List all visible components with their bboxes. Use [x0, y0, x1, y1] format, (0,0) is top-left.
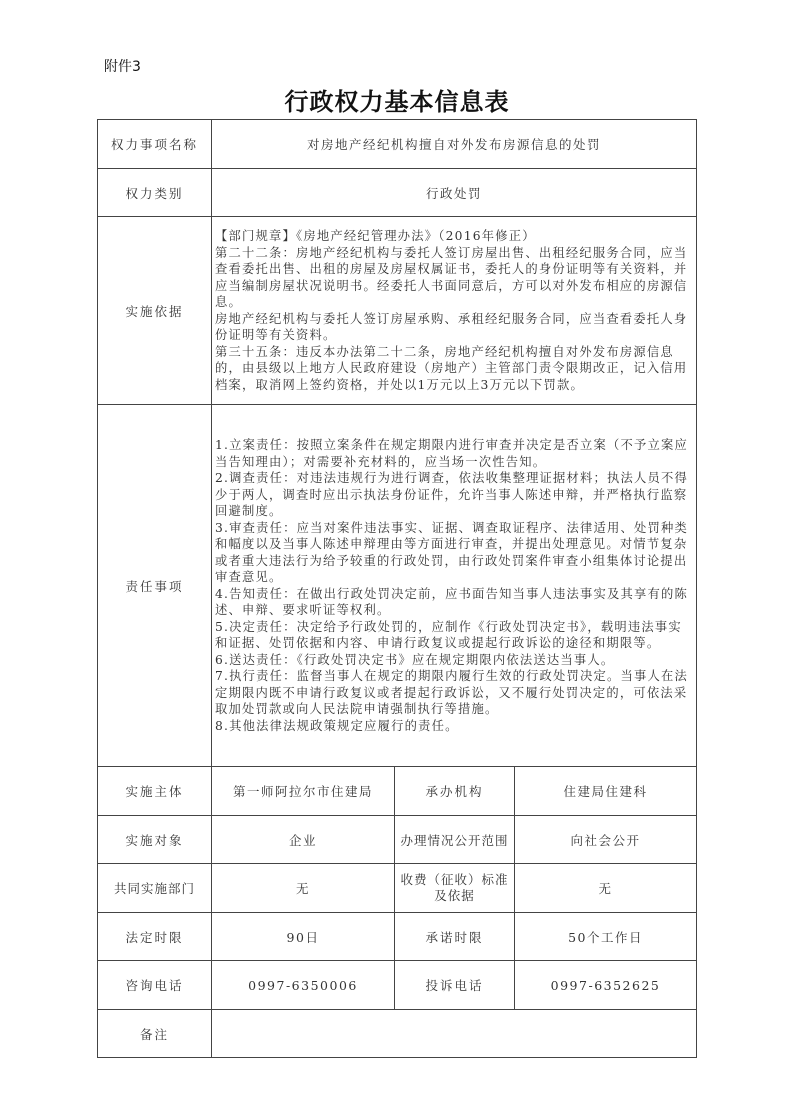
legal-basis-paragraph: 房地产经纪机构与委托人签订房屋承购、承租经纪服务合同，应当查看委托人身份证明等有关资料。: [215, 311, 688, 342]
table-row-joint-dept: [98, 864, 697, 913]
handling-agency-label: 承办机构: [395, 767, 515, 816]
responsibility-item: 1.立案责任：按照立案条件在规定期限内进行审查并决定是否立案（不予立案应当告知理由）；对需要补充材料的，应当场一次性告知。: [215, 438, 689, 469]
statutory-time-limit-label: 法定时限: [98, 913, 212, 961]
table-row-legal-basis: [98, 217, 697, 405]
remarks-value: [212, 1010, 697, 1058]
responsibilities-value: [212, 405, 697, 767]
responsibility-item: 8.其他法律法规政策规定应履行的责任。: [215, 718, 459, 733]
legal-basis-value: [212, 217, 697, 405]
responsibility-item: 7.执行责任：监督当事人在规定的期限内履行生效的行政处罚决定。当事人在法定期限内既不申请行政复议或者提起行政诉讼，又不履行处罚决定的，可依法采取加处罚款或向人民法院申请强制执行等措施。: [215, 669, 689, 716]
power-info-table: [97, 119, 697, 1058]
table-row-power-category: [98, 169, 697, 217]
table-row-remarks: [98, 1010, 697, 1058]
responsibility-item: 3.审查责任：应当对案件违法事实、证据、调查取证程序、法律适用、处罚种类和幅度以及当事人陈述申辩理由等方面进行审查，并提出处理意见。对情节复杂或者重大违法行为给予较重的行政处罚，由行政处罚案件审查小组集体讨论提出审查意见。: [215, 520, 689, 584]
power-name-label: 权力事项名称: [98, 120, 212, 169]
disclosure-scope-value: 向社会公开: [515, 816, 697, 864]
legal-basis-paragraph: 【部门规章】《房地产经纪管理办法》（2016年修正）: [215, 229, 536, 243]
table-row-phone: [98, 961, 697, 1010]
power-name-value: 对房地产经纪机构擅自对外发布房源信息的处罚: [212, 120, 697, 169]
table-row-target: [98, 816, 697, 864]
implementing-body-value: 第一师阿拉尔市住建局: [212, 767, 395, 816]
inquiry-phone-value: 0997-6350006: [212, 961, 395, 1010]
promised-time-limit-value: 50个工作日: [515, 913, 697, 961]
joint-dept-label: 共同实施部门: [98, 864, 212, 913]
table-row-implementing-body: [98, 767, 697, 816]
complaint-phone-value: 0997-6352625: [515, 961, 697, 1010]
table-row-responsibilities: [98, 405, 697, 767]
remarks-label: 备注: [98, 1010, 212, 1058]
legal-basis-paragraph: 第三十五条：违反本办法第二十二条，房地产经纪机构擅自对外发布房源信息的，由县级以上地方人民政府建设（房地产）主管部门责令限期改正，记入信用档案，取消网上签约资格，并处以1万元以上3万元以下罚款。: [215, 344, 688, 392]
page-title: 行政权力基本信息表: [284, 87, 510, 116]
statutory-time-limit-value: 90日: [212, 913, 395, 961]
disclosure-scope-label: 办理情况公开范围: [395, 816, 515, 864]
legal-basis-label: 实施依据: [98, 217, 212, 405]
implementing-body-label: 实施主体: [98, 767, 212, 816]
promised-time-limit-label: 承诺时限: [395, 913, 515, 961]
responsibility-item: 2.调查责任：对违法违规行为进行调查，依法收集整理证据材料；执法人员不得少于两人，调查时应出示执法身份证件，允许当事人陈述申辩，并严格执行监察回避制度。: [215, 471, 689, 518]
handling-agency-value: 住建局住建科: [515, 767, 697, 816]
table-row-time-limit: [98, 913, 697, 961]
table-row-power-name: [98, 120, 697, 169]
responsibilities-label: 责任事项: [98, 405, 212, 767]
target-value: 企业: [212, 816, 395, 864]
power-category-value: 行政处罚: [212, 169, 697, 217]
responsibility-item: 5.决定责任：决定给予行政处罚的，应制作《行政处罚决定书》，载明违法事实和证据、处罚依据和内容、申请行政复议或提起行政诉讼的途径和期限等。: [215, 619, 682, 650]
attachment-label: 附件3: [104, 59, 141, 75]
legal-basis-paragraph: 第二十二条：房地产经纪机构与委托人签订房屋出售、出租经纪服务合同，应当查看委托出售、出租的房屋及房屋权属证书，委托人的身份证明等有关资料，并应当编制房屋状况说明书。经委托人书面同意后，方可以对外发布相应的房源信息。: [215, 245, 688, 309]
joint-dept-value: 无: [212, 864, 395, 913]
power-category-label: 权力类别: [98, 169, 212, 217]
fee-standard-value: 无: [515, 864, 697, 913]
responsibility-item: 4.告知责任：在做出行政处罚决定前，应书面告知当事人违法事实及其享有的陈述、申辩、要求听证等权利。: [215, 586, 689, 617]
inquiry-phone-label: 咨询电话: [98, 961, 212, 1010]
target-label: 实施对象: [98, 816, 212, 864]
complaint-phone-label: 投诉电话: [395, 961, 515, 1010]
responsibility-item: 6.送达责任：《行政处罚决定书》应在规定期限内依法送达当事人。: [215, 652, 615, 667]
fee-standard-label: 收费（征收）标准及依据: [395, 864, 515, 913]
